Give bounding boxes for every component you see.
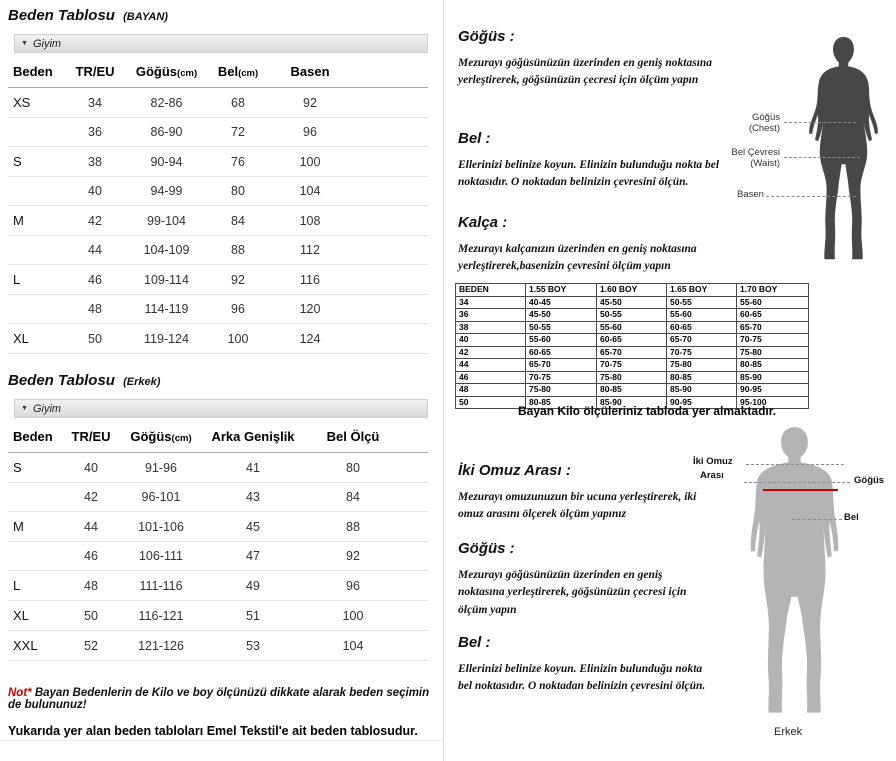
men-size-table [8, 420, 428, 661]
table-cell: 42 [59, 206, 131, 236]
table-cell: L [8, 571, 58, 601]
table-cell: 90-95 [667, 396, 737, 409]
section-text: Mezurayı omuzunuzun bir ucuna yerleştirerek, iki omuz arasını ölçerek ölçüm yapınız [458, 491, 697, 521]
table-cell: 50-55 [667, 296, 737, 309]
col-header-treu [58, 420, 124, 453]
table-cell: 48 [456, 384, 526, 397]
table-cell: 84 [308, 483, 398, 512]
table-cell: 52 [58, 631, 124, 661]
measure-section-waist-men [458, 634, 710, 696]
table-cell: 46 [58, 542, 124, 571]
table-cell: 80-85 [526, 396, 597, 409]
col-header-basen [274, 55, 346, 88]
table-cell [398, 512, 428, 542]
table-cell: 36 [456, 309, 526, 322]
table-cell: 38 [59, 147, 131, 177]
table-cell: 60-65 [737, 309, 809, 322]
table-cell: 34 [59, 88, 131, 118]
table-row [8, 631, 428, 661]
table-cell [346, 88, 428, 118]
table-row [8, 483, 428, 512]
table-header-row [456, 284, 809, 297]
table-cell: S [8, 147, 59, 177]
table-cell: XL [8, 324, 59, 354]
table-cell: 75-80 [737, 346, 809, 359]
female-waist-pointer-line [784, 157, 860, 158]
table-cell: 80 [202, 177, 274, 206]
measure-section-shoulder-men [458, 462, 716, 524]
table-cell: S [8, 453, 58, 483]
table-cell: 48 [58, 571, 124, 601]
table-cell [346, 206, 428, 236]
female-silhouette [796, 30, 891, 268]
table-cell: 86-90 [131, 118, 202, 147]
table-cell [398, 483, 428, 512]
table-cell: 42 [58, 483, 124, 512]
table-cell: 124 [274, 324, 346, 354]
table-header-row [8, 55, 428, 88]
men-title-text: Beden Tablosu [8, 372, 115, 389]
table-cell: 106-111 [124, 542, 198, 571]
table-cell: 76 [202, 147, 274, 177]
header-label: TR/EU [75, 64, 115, 79]
table-cell: 75-80 [597, 371, 667, 384]
table-cell: 70-75 [737, 334, 809, 347]
table-cell: L [8, 265, 59, 295]
table-cell: 92 [202, 265, 274, 295]
col-header-gogus [124, 420, 198, 453]
table-cell: 45 [198, 512, 308, 542]
col-header-gogus [131, 55, 202, 88]
male-shoulder-pointer-line [746, 464, 844, 465]
table-cell: 50-55 [526, 321, 597, 334]
chevron-down-icon: ▼ [21, 405, 28, 412]
table-cell: 108 [274, 206, 346, 236]
female-chest-pointer-line [784, 122, 856, 123]
table-row [8, 453, 428, 483]
table-cell: 90-94 [131, 147, 202, 177]
table-cell: XXL [8, 631, 58, 661]
table-cell: 85-90 [597, 396, 667, 409]
section-heading: Kalça : [458, 214, 508, 231]
table-row [8, 147, 428, 177]
table-cell: 41 [198, 453, 308, 483]
label-line2: (Waist) [750, 158, 780, 169]
table-cell: 109-114 [131, 265, 202, 295]
table-cell: 55-60 [597, 321, 667, 334]
col-header-bel-olcu [308, 420, 398, 453]
col-header-155: 1.55 BOY [526, 284, 597, 297]
table-cell: 55-60 [526, 334, 597, 347]
col-header-beden: BEDEN [456, 284, 526, 297]
table-cell: 104 [274, 177, 346, 206]
shoulder-measure-line [763, 489, 838, 491]
table-cell: 80-85 [737, 359, 809, 372]
table-cell: 90-95 [737, 384, 809, 397]
women-table-title [8, 7, 443, 24]
table-cell: 60-65 [667, 321, 737, 334]
section-text: Ellerinizi belinize koyun. Elinizin bulunduğu nokta bel noktasıdır. O noktadan belinizin çevresini ölçün. [458, 159, 720, 189]
male-shoulder-label-line1: İki Omuz [693, 456, 733, 467]
table-cell [8, 118, 59, 147]
table-cell: 40-45 [526, 296, 597, 309]
table-cell: 34 [456, 296, 526, 309]
table-cell: 70-75 [667, 346, 737, 359]
footer-text: Yukarıda yer alan beden tabloları Emel Tekstil'e ait beden tablosudur. [8, 724, 418, 738]
table-cell: 48 [59, 295, 131, 324]
table-cell: 47 [198, 542, 308, 571]
header-label: Göğüs [135, 64, 178, 79]
male-chest-pointer-line [744, 482, 850, 483]
women-title-text: Beden Tablosu [8, 7, 115, 24]
table-cell: 44 [59, 236, 131, 265]
table-cell [398, 571, 428, 601]
male-chest-label: Göğüs [854, 475, 885, 486]
table-cell: 84 [202, 206, 274, 236]
male-waist-label: Bel [844, 512, 859, 523]
table-cell [346, 177, 428, 206]
col-header-bel [202, 55, 274, 88]
header-unit: (cm) [171, 433, 192, 444]
table-row [456, 334, 809, 347]
women-title-suffix: (BAYAN) [123, 11, 168, 23]
men-giyim-section-header[interactable] [14, 399, 428, 418]
section-text: Mezurayı göğüsünüzün üzerinden en geniş noktasına yerleştirerek, göğsünüzün çecresi için ölçüm yapın [458, 569, 687, 616]
table-row [456, 346, 809, 359]
col-header-filler [346, 55, 428, 88]
note-text: Bayan Bedenlerin de Kilo ve boy ölçünüzü dikkate alarak beden seçimin de bulununuz! [8, 687, 430, 711]
table-cell: 45-50 [597, 296, 667, 309]
table-cell: 72 [202, 118, 274, 147]
measure-section-chest-men [458, 540, 710, 619]
table-cell: 51 [198, 601, 308, 631]
section-text: Mezurayı kalçanızın üzerinden en geniş noktasına yerleştirerek,basenizin çevresini ölçüm yapın [458, 243, 697, 273]
header-label: Bel Ölçü [326, 429, 380, 444]
table-cell: 46 [456, 371, 526, 384]
measurement-guide-column [444, 0, 896, 761]
female-hip-label: Basen [737, 189, 764, 200]
table-cell [8, 483, 58, 512]
table-cell: 50 [456, 396, 526, 409]
table-cell: 70-75 [526, 371, 597, 384]
table-cell: 95-100 [737, 396, 809, 409]
table-cell: 120 [274, 295, 346, 324]
table-cell [8, 542, 58, 571]
table-cell: 68 [202, 88, 274, 118]
table-cell: 65-70 [526, 359, 597, 372]
women-size-table [8, 55, 428, 354]
table-cell: 36 [59, 118, 131, 147]
table-cell: 38 [456, 321, 526, 334]
table-cell: 121-126 [124, 631, 198, 661]
women-table-body [8, 88, 428, 354]
table-cell [398, 601, 428, 631]
table-cell: 43 [198, 483, 308, 512]
col-header-treu [59, 55, 131, 88]
table-cell: 80-85 [597, 384, 667, 397]
table-row [456, 309, 809, 322]
male-silhouette [737, 425, 852, 725]
table-row [456, 321, 809, 334]
bottom-divider [0, 740, 443, 741]
table-cell: 50 [58, 601, 124, 631]
section-heading: Bel : [458, 634, 491, 651]
table-row [8, 118, 428, 147]
table-cell: 80-85 [667, 371, 737, 384]
table-row [456, 371, 809, 384]
men-table-title [8, 372, 443, 389]
male-waist-pointer-line [792, 519, 842, 520]
table-cell: 44 [58, 512, 124, 542]
table-cell: 53 [198, 631, 308, 661]
women-giyim-section-header[interactable] [14, 34, 428, 53]
table-cell: XL [8, 601, 58, 631]
table-cell [346, 118, 428, 147]
table-cell: 94-99 [131, 177, 202, 206]
table-cell: 92 [308, 542, 398, 571]
table-row [8, 295, 428, 324]
table-cell: 119-124 [131, 324, 202, 354]
table-cell: 40 [59, 177, 131, 206]
header-label: Basen [290, 64, 330, 79]
size-tables-column [0, 0, 443, 738]
table-cell [346, 147, 428, 177]
men-table-body [8, 453, 428, 661]
table-row [456, 359, 809, 372]
table-cell: XS [8, 88, 59, 118]
section-text: Ellerinizi belinize koyun. Elinizin bulunduğu nokta bel noktasıdır. O noktadan belinizin çevresini ölçün. [458, 663, 706, 693]
table-cell [8, 295, 59, 324]
header-unit: (cm) [177, 68, 198, 79]
table-cell: 96 [274, 118, 346, 147]
col-header-beden [8, 55, 59, 88]
table-cell: 100 [202, 324, 274, 354]
table-cell: 44 [456, 359, 526, 372]
table-cell: 88 [202, 236, 274, 265]
table-cell: 40 [456, 334, 526, 347]
table-cell: 42 [456, 346, 526, 359]
male-shoulder-label-line2: Arası [700, 470, 724, 481]
table-cell: 85-90 [737, 371, 809, 384]
men-title-suffix: (Erkek) [123, 376, 161, 388]
table-cell: 92 [274, 88, 346, 118]
table-cell: 116-121 [124, 601, 198, 631]
table-row [8, 324, 428, 354]
table-cell: 91-96 [124, 453, 198, 483]
weight-table-body [456, 296, 809, 409]
table-cell: 65-70 [737, 321, 809, 334]
table-cell: 40 [58, 453, 124, 483]
col-header-165: 1.65 BOY [667, 284, 737, 297]
table-cell: 50-55 [597, 309, 667, 322]
header-label: TR/EU [71, 429, 111, 444]
table-cell: 114-119 [131, 295, 202, 324]
male-figure-caption: Erkek [774, 726, 803, 738]
table-cell: 96 [308, 571, 398, 601]
table-cell: 112 [274, 236, 346, 265]
measure-section-chest-women [458, 28, 758, 90]
table-row [8, 236, 428, 265]
table-row [8, 177, 428, 206]
header-label: Beden [13, 64, 53, 79]
section-heading: Göğüs : [458, 28, 515, 45]
label-line2: (Chest) [748, 123, 780, 134]
table-cell: 100 [274, 147, 346, 177]
chevron-down-icon: ▼ [21, 40, 28, 47]
table-cell: 65-70 [667, 334, 737, 347]
table-cell: 55-60 [667, 309, 737, 322]
section-heading: Göğüs : [458, 540, 515, 557]
table-row [8, 542, 428, 571]
table-cell [398, 453, 428, 483]
table-header-row [8, 420, 428, 453]
table-cell: 96 [202, 295, 274, 324]
table-cell: M [8, 206, 59, 236]
table-cell: 82-86 [131, 88, 202, 118]
table-cell: 104 [308, 631, 398, 661]
table-cell [346, 236, 428, 265]
table-cell: 85-90 [667, 384, 737, 397]
table-cell: 46 [59, 265, 131, 295]
table-cell: 96-101 [124, 483, 198, 512]
weight-table-caption: Bayan Kilo ölçüleriniz tabloda yer almaktadır. [518, 404, 777, 418]
table-cell: 80 [308, 453, 398, 483]
table-cell: 60-65 [526, 346, 597, 359]
table-cell [346, 295, 428, 324]
female-chest-label [732, 112, 780, 134]
size-note [8, 687, 443, 711]
table-cell: 55-60 [737, 296, 809, 309]
table-cell: 70-75 [597, 359, 667, 372]
table-cell: 101-106 [124, 512, 198, 542]
female-waist-label [722, 147, 780, 169]
section-heading: Bel : [458, 130, 491, 147]
col-header-filler [398, 420, 428, 453]
table-cell: 65-70 [597, 346, 667, 359]
table-row [8, 512, 428, 542]
measure-section-hip-women [458, 214, 788, 276]
table-cell: 75-80 [667, 359, 737, 372]
table-cell [346, 265, 428, 295]
label-line1: Göğüs [752, 112, 780, 123]
table-row [8, 265, 428, 295]
table-cell: 49 [198, 571, 308, 601]
header-label: Göğüs [130, 429, 172, 444]
table-cell: 111-116 [124, 571, 198, 601]
header-label: Arka Genişlik [211, 429, 295, 444]
table-row [8, 88, 428, 118]
col-header-beden [8, 420, 58, 453]
table-cell [346, 324, 428, 354]
female-hip-pointer-line [766, 196, 856, 197]
table-cell: 60-65 [597, 334, 667, 347]
table-cell: 45-50 [526, 309, 597, 322]
weight-by-height-table [455, 283, 809, 409]
table-cell: 99-104 [131, 206, 202, 236]
table-cell: 104-109 [131, 236, 202, 265]
giyim-label: Giyim [32, 37, 62, 50]
table-cell: M [8, 512, 58, 542]
table-row [8, 206, 428, 236]
table-cell [398, 631, 428, 661]
table-cell: 75-80 [526, 384, 597, 397]
section-text: Mezurayı göğüsünüzün üzerinden en geniş noktasına yerleştirerek, göğsünüzün çecresi için ölçüm yapın [458, 57, 713, 87]
note-prefix: Not* [8, 687, 32, 699]
label-line1: Bel Çevresi [731, 147, 780, 158]
table-cell: 100 [308, 601, 398, 631]
table-row [8, 571, 428, 601]
table-row [456, 384, 809, 397]
table-cell: 88 [308, 512, 398, 542]
table-row [456, 296, 809, 309]
table-cell [398, 542, 428, 571]
col-header-160: 1.60 BOY [597, 284, 667, 297]
header-label: Beden [13, 429, 53, 444]
table-row [8, 601, 428, 631]
header-unit: (cm) [238, 68, 259, 79]
header-label: Bel [217, 64, 239, 79]
table-cell: 50 [59, 324, 131, 354]
col-header-170: 1.70 BOY [737, 284, 809, 297]
table-cell: 116 [274, 265, 346, 295]
section-heading: İki Omuz Arası : [458, 462, 571, 479]
col-header-arka-genislik [198, 420, 308, 453]
table-cell [8, 177, 59, 206]
giyim-label: Giyim [32, 402, 62, 415]
table-cell [8, 236, 59, 265]
